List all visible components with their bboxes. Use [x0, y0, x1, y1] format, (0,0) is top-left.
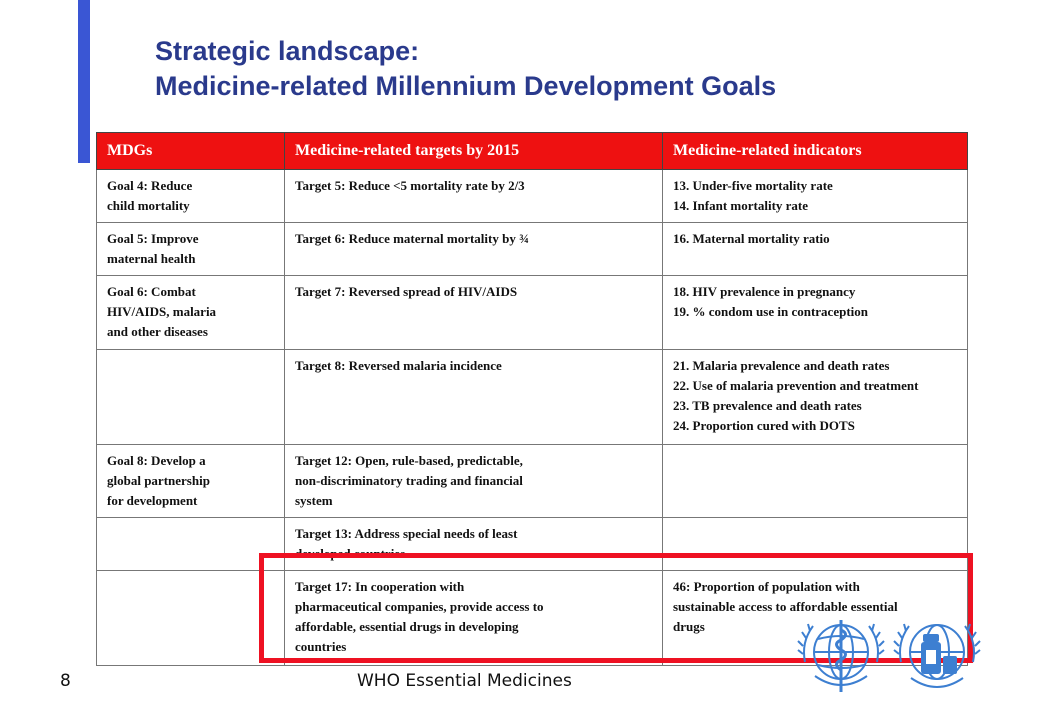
table-row — [97, 445, 968, 518]
target-text: Target 17: In cooperation with — [295, 579, 465, 594]
who-emblem-icon — [795, 612, 887, 698]
header-targets: Medicine-related targets by 2015 — [285, 133, 663, 170]
indicator-cell — [663, 350, 968, 445]
indicator-text: 19. % condom use in contraception — [673, 304, 868, 319]
indicator-text: 24. Proportion cured with DOTS — [673, 418, 855, 433]
indicator-text: 16. Maternal mortality ratio — [673, 231, 830, 246]
goal-cell — [97, 518, 285, 571]
slide-title — [155, 34, 776, 104]
target-text: affordable, essential drugs in developing — [295, 619, 519, 634]
indicator-cell — [663, 518, 968, 571]
indicator-cell — [663, 445, 968, 518]
logo-group — [795, 612, 983, 698]
header-mdgs: MDGs — [97, 133, 285, 170]
indicator-text: 13. Under-five mortality rate — [673, 178, 833, 193]
target-text: pharmaceutical companies, provide access to — [295, 599, 544, 614]
target-cell — [285, 445, 663, 518]
table-row — [97, 350, 968, 445]
indicator-text: 14. Infant mortality rate — [673, 198, 809, 213]
goal-text: child mortality — [107, 198, 190, 213]
accent-bar — [78, 0, 90, 163]
indicator-text: 18. HIV prevalence in pregnancy — [673, 284, 856, 299]
target-cell — [285, 571, 663, 666]
goal-text: maternal health — [107, 251, 196, 266]
target-cell — [285, 276, 663, 350]
goal-text: global partnership — [107, 473, 210, 488]
page-number: 8 — [60, 671, 71, 691]
goal-text: for development — [107, 493, 198, 508]
target-text: Target 5: Reduce <5 mortality rate by 2/3 — [295, 178, 525, 193]
indicator-text: 22. Use of malaria prevention and treatment — [673, 378, 919, 393]
footer-text: WHO Essential Medicines — [357, 671, 572, 691]
goal-cell — [97, 350, 285, 445]
target-text: Target 8: Reversed malaria incidence — [295, 358, 502, 373]
goal-text: Goal 8: Develop a — [107, 453, 206, 468]
table-row — [97, 518, 968, 571]
target-text: Target 6: Reduce maternal mortality by ¾ — [295, 231, 529, 246]
indicator-cell — [663, 276, 968, 350]
goal-text: Goal 5: Improve — [107, 231, 199, 246]
mdg-table — [96, 132, 968, 666]
indicator-text: sustainable access to affordable essential — [673, 599, 898, 614]
target-text: countries — [295, 639, 347, 654]
indicator-cell — [663, 170, 968, 223]
target-text: non-discriminatory trading and financial — [295, 473, 523, 488]
indicator-text: drugs — [673, 619, 705, 634]
target-cell — [285, 518, 663, 571]
goal-cell — [97, 571, 285, 666]
title-line-2: Medicine-related Millennium Development Goals — [155, 71, 777, 101]
target-text: Target 13: Address special needs of least — [295, 526, 518, 541]
goal-cell — [97, 276, 285, 350]
target-cell — [285, 223, 663, 276]
header-indicators: Medicine-related indicators — [663, 133, 968, 170]
target-text: Target 12: Open, rule-based, predictable, — [295, 453, 523, 468]
goal-cell — [97, 445, 285, 518]
goal-text: HIV/AIDS, malaria — [107, 304, 217, 319]
target-text: system — [295, 493, 333, 508]
goal-text: Goal 6: Combat — [107, 284, 196, 299]
indicator-cell — [663, 223, 968, 276]
target-cell — [285, 350, 663, 445]
goal-text: Goal 4: Reduce — [107, 178, 193, 193]
indicator-text: 46: Proportion of population with — [673, 579, 860, 594]
table-row — [97, 276, 968, 350]
goal-text: and other diseases — [107, 324, 208, 339]
target-cell — [285, 170, 663, 223]
indicator-text: 21. Malaria prevalence and death rates — [673, 358, 890, 373]
table-row — [97, 170, 968, 223]
goal-cell — [97, 223, 285, 276]
goal-cell — [97, 170, 285, 223]
table-header-row — [97, 133, 968, 170]
target-text: developed countries — [295, 546, 406, 561]
indicator-text: 23. TB prevalence and death rates — [673, 398, 862, 413]
target-text: Target 7: Reversed spread of HIV/AIDS — [295, 284, 518, 299]
table-row — [97, 223, 968, 276]
who-medicines-emblem-icon — [891, 612, 983, 698]
title-line-1: Strategic landscape: — [155, 36, 420, 66]
